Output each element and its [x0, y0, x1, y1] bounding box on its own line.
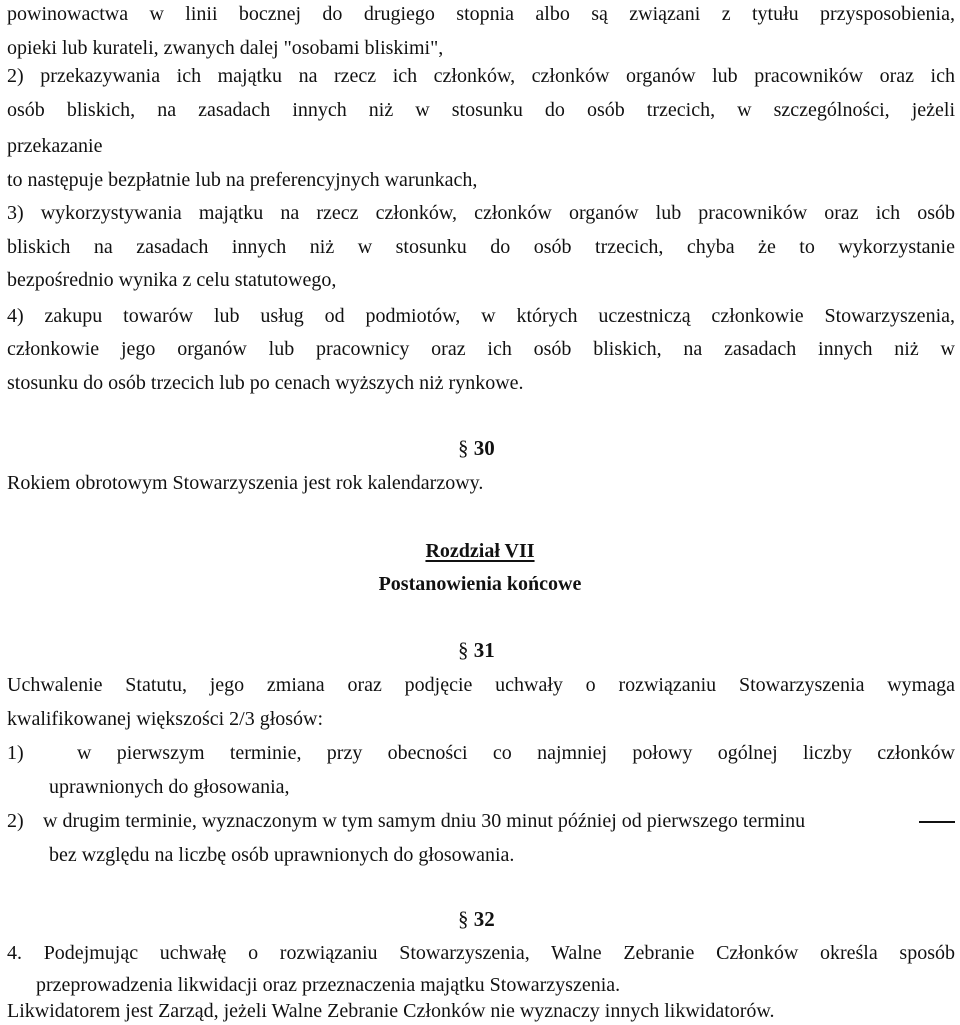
section-number: 31 [473, 638, 495, 662]
section-heading-31 [458, 637, 495, 663]
section-symbol: § [458, 907, 469, 931]
section-32-final: Likwidatorem jest Zarząd, jeżeli Walne Zebranie Członków nie wyznaczy innych likwidatorów. [7, 1000, 775, 1022]
text-line: członkowie jego organów lub pracownicy oraz ich osób bliskich, na zasadach innych niż w [7, 338, 955, 360]
list-item-text: w pierwszym terminie, przy obecności co najmniej połowy ogólnej liczby członków [77, 742, 955, 764]
list-item-text: bez względu na liczbę osób uprawnionych do głosowania. [49, 844, 515, 866]
dash-mark [919, 821, 955, 823]
section-32-item: 4. Podejmując uchwałę o rozwiązaniu Stowarzyszenia, Walne Zebranie Członków określa sposób [7, 942, 955, 964]
list-item-number: 2) [7, 810, 24, 832]
text-line: 3) wykorzystywania majątku na rzecz członków, członków organów lub pracowników oraz ich osób [7, 202, 955, 224]
list-item-number: 1) [7, 742, 24, 764]
section-32-item: przeprowadzenia likwidacji oraz przeznaczenia majątku Stowarzyszenia. [36, 974, 621, 996]
chapter-subtitle: Postanowienia końcowe [378, 573, 582, 595]
text-line: to następuje bezpłatnie lub na preferencyjnych warunkach, [7, 169, 478, 191]
text-line: 2) przekazywania ich majątku na rzecz ich członków, członków organów lub pracowników oraz ich [7, 65, 955, 87]
section-31-intro: Uchwalenie Statutu, jego zmiana oraz podjęcie uchwały o rozwiązaniu Stowarzyszenia wymaga [7, 674, 955, 696]
text-line: powinowactwa w linii bocznej do drugiego stopnia albo są związani z tytułu przysposobienia, [7, 3, 955, 25]
text-line: osób bliskich, na zasadach innych niż w stosunku do osób trzecich, w szczególności, jeżeli [7, 99, 955, 121]
list-item-text: w drugim terminie, wyznaczonym w tym samym dniu 30 minut później od pierwszego terminu [43, 810, 806, 832]
section-number: 30 [473, 436, 495, 460]
section-30-text: Rokiem obrotowym Stowarzyszenia jest rok kalendarzowy. [7, 472, 484, 494]
list-item-text: uprawnionych do głosowania, [49, 776, 290, 798]
text-line: bliskich na zasadach innych niż w stosunku do osób trzecich, chyba że to wykorzystanie [7, 236, 955, 258]
section-31-intro: kwalifikowanej większości 2/3 głosów: [7, 708, 324, 730]
text-line: 4) zakupu towarów lub usług od podmiotów, w których uczestniczą członkowie Stowarzyszenia, [7, 305, 955, 327]
section-heading-32 [458, 906, 495, 932]
section-symbol: § [458, 436, 469, 460]
text-line: bezpośrednio wynika z celu statutowego, [7, 269, 337, 291]
section-heading-30 [458, 435, 495, 461]
section-number: 32 [473, 907, 495, 931]
text-line: stosunku do osób trzecich lub po cenach wyższych niż rynkowe. [7, 372, 524, 394]
section-symbol: § [458, 638, 469, 662]
chapter-title: Rozdział VII [425, 540, 535, 562]
text-line: przekazanie [7, 135, 103, 157]
text-line: opieki lub kurateli, zwanych dalej "osobami bliskimi", [7, 37, 444, 59]
